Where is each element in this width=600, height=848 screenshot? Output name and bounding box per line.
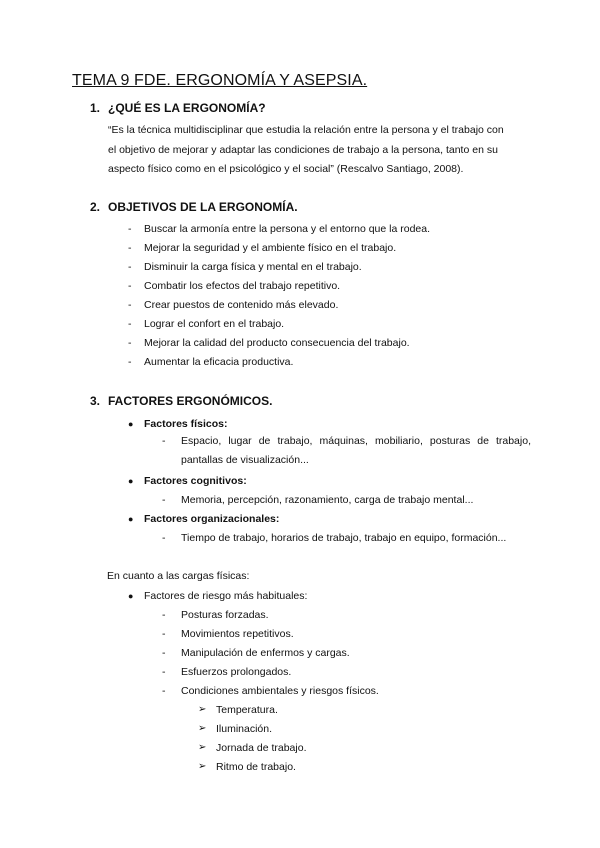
list-item-text: Mejorar la seguridad y el ambiente físico en el trabajo. bbox=[144, 242, 397, 254]
risk-item-text: Movimientos repetitivos. bbox=[181, 628, 294, 640]
dash-marker: - bbox=[162, 628, 166, 640]
dash-marker: - bbox=[128, 223, 132, 235]
bullet-marker: ● bbox=[128, 514, 134, 524]
dash-marker: - bbox=[128, 280, 132, 292]
dash-marker: - bbox=[128, 356, 132, 368]
sub-risk-text: Jornada de trabajo. bbox=[216, 742, 307, 754]
dash-marker: - bbox=[162, 685, 166, 697]
risk-item-text: Esfuerzos prolongados. bbox=[181, 666, 292, 678]
list-item-text: Disminuir la carga física y mental en el trabajo. bbox=[144, 261, 362, 273]
dash-marker: - bbox=[162, 666, 166, 678]
factor-label: Factores físicos: bbox=[144, 418, 228, 430]
bullet-marker: ● bbox=[128, 419, 134, 429]
arrow-marker: ➢ bbox=[198, 742, 207, 753]
list-item-text: Buscar la armonía entre la persona y el entorno que la rodea. bbox=[144, 223, 431, 235]
dash-marker: - bbox=[128, 261, 132, 273]
sub-risk-text: Iluminación. bbox=[216, 723, 273, 735]
definition-quote bbox=[108, 121, 540, 180]
dash-marker: - bbox=[128, 337, 132, 349]
arrow-marker: ➢ bbox=[198, 723, 207, 734]
list-item-text: Combatir los efectos del trabajo repetitivo. bbox=[144, 280, 341, 292]
dash-marker: - bbox=[162, 435, 166, 447]
factor-label: Factores cognitivos: bbox=[144, 475, 247, 487]
section-number: 1. bbox=[90, 101, 101, 115]
cargas-intro: En cuanto a las cargas físicas: bbox=[107, 570, 250, 582]
dash-marker: - bbox=[128, 299, 132, 311]
risk-item-text: Condiciones ambientales y riesgos físicos. bbox=[181, 685, 379, 697]
risk-group-label: Factores de riesgo más habituales: bbox=[144, 590, 308, 602]
quote-line: aspecto físico como en el psicológico y el social” (Rescalvo Santiago, 2008). bbox=[108, 163, 464, 175]
list-item-text: Mejorar la calidad del producto consecuencia del trabajo. bbox=[144, 337, 410, 349]
dash-marker: - bbox=[162, 494, 166, 506]
factor-detail-text: Espacio, lugar de trabajo, máquinas, mobiliario, posturas de trabajo, pantallas de visualización... bbox=[181, 435, 531, 466]
section-1-heading bbox=[90, 101, 266, 115]
factor-label: Factores organizacionales: bbox=[144, 513, 280, 525]
section-title: ¿QUÉ ES LA ERGONOMÍA? bbox=[108, 101, 266, 115]
risk-item-text: Posturas forzadas. bbox=[181, 609, 269, 621]
section-number: 3. bbox=[90, 394, 101, 408]
section-title: FACTORES ERGONÓMICOS. bbox=[108, 394, 273, 408]
dash-marker: - bbox=[162, 609, 166, 621]
list-item-text: Crear puestos de contenido más elevado. bbox=[144, 299, 339, 311]
sub-risk-text: Ritmo de trabajo. bbox=[216, 761, 296, 773]
arrow-marker: ➢ bbox=[198, 704, 207, 715]
quote-line: “Es la técnica multidisciplinar que estudia la relación entre la persona y el trabajo con bbox=[108, 124, 504, 136]
bullet-marker: ● bbox=[128, 476, 134, 486]
dash-marker: - bbox=[128, 318, 132, 330]
factor-detail-text: Tiempo de trabajo, horarios de trabajo, trabajo en equipo, formación... bbox=[181, 532, 507, 544]
section-title: OBJETIVOS DE LA ERGONOMÍA. bbox=[108, 200, 298, 214]
list-item-text: Lograr el confort en el trabajo. bbox=[144, 318, 285, 330]
risk-item-text: Manipulación de enfermos y cargas. bbox=[181, 647, 350, 659]
dash-marker: - bbox=[162, 647, 166, 659]
section-number: 2. bbox=[90, 200, 101, 214]
quote-line: el objetivo de mejorar y adaptar las condiciones de trabajo a la persona, tanto en su bbox=[108, 143, 498, 156]
section-3-heading bbox=[90, 394, 272, 408]
list-item-text: Aumentar la eficacia productiva. bbox=[144, 356, 294, 368]
bullet-marker: ● bbox=[128, 591, 134, 601]
page-title: TEMA 9 FDE. ERGONOMÍA Y ASEPSIA. bbox=[72, 72, 368, 89]
dash-marker: - bbox=[128, 242, 132, 254]
factor-detail-text: Memoria, percepción, razonamiento, carga de trabajo mental... bbox=[181, 494, 474, 506]
dash-marker: - bbox=[162, 532, 166, 544]
sub-risk-text: Temperatura. bbox=[216, 704, 278, 716]
section-2-heading bbox=[90, 200, 298, 214]
arrow-marker: ➢ bbox=[198, 761, 207, 772]
